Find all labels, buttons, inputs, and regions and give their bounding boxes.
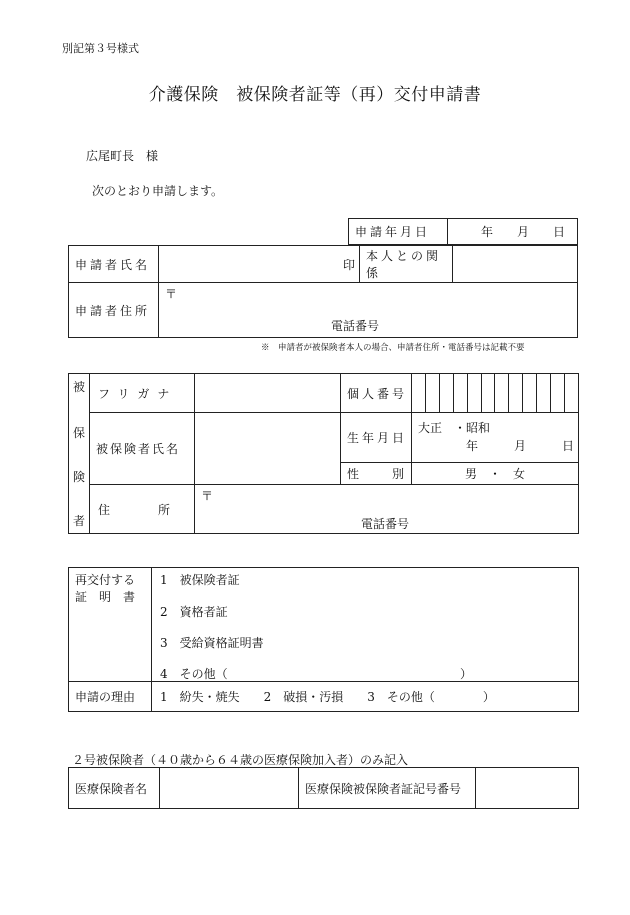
reissue-options	[152, 568, 579, 682]
applicant-name-field[interactable]	[159, 246, 360, 283]
relation-field[interactable]	[453, 246, 578, 283]
secondary-heading: ２号被保険者（４０歳から６４歳の医療保険加入者）のみ記入	[72, 753, 409, 767]
relation-label: 本人との関係	[360, 246, 453, 283]
individual-number-digit[interactable]	[551, 374, 565, 412]
sex-field[interactable]: 男 ・ 女	[412, 463, 579, 485]
individual-number-label: 個人番号	[341, 374, 412, 413]
option-qualification-card[interactable]: 2 資格者証	[160, 605, 228, 619]
option-other-close: ）	[460, 667, 473, 681]
applicant-name-label: 申請者氏名	[69, 246, 159, 283]
furigana-field[interactable]	[195, 374, 341, 413]
page-title: 介護保険 被保険者証等（再）交付申請書	[148, 85, 482, 105]
era-options: 大正 ・昭和	[418, 421, 491, 435]
form-number: 別記第３号様式	[62, 42, 139, 55]
individual-number-digit[interactable]	[495, 374, 509, 412]
individual-number-digit[interactable]	[467, 374, 481, 412]
addressee: 広尾町長 様	[86, 149, 159, 163]
application-date-table	[348, 218, 578, 245]
individual-number-digit[interactable]	[412, 374, 425, 412]
application-date-label: 申請年月日	[349, 219, 448, 245]
insured-postal-mark: 〒	[201, 489, 214, 503]
individual-number-digit[interactable]	[509, 374, 523, 412]
furigana-label: フリガナ	[90, 374, 195, 413]
insured-name-label: 被保険者氏名	[90, 413, 195, 485]
individual-number-digit[interactable]	[523, 374, 537, 412]
applicant-note: ※ 申請者が被保険者本人の場合、申請者住所・電話番号は記載不要	[261, 343, 525, 353]
insurance-number-label: 医療保険被保険者証記号番号	[299, 768, 476, 809]
insured-table	[68, 373, 579, 534]
insured-address-label: 住 所	[90, 485, 195, 534]
sex-label: 性 別	[341, 463, 412, 485]
birth-date-label: 生年月日	[341, 413, 412, 463]
individual-number-field[interactable]	[412, 374, 579, 413]
insured-name-field[interactable]	[195, 413, 341, 485]
applicant-address-label: 申請者住所	[69, 283, 159, 338]
insured-phone-label: 電話番号	[361, 517, 410, 531]
reason-options[interactable]: 1 紛失・焼失 2 破損・汚損 3 その他（ ）	[152, 682, 579, 712]
insured-side-label: 被 保 険 者	[69, 374, 90, 534]
seal-mark: 印	[342, 257, 355, 272]
individual-number-digit[interactable]	[425, 374, 439, 412]
reason-label: 申請の理由	[69, 682, 152, 712]
postal-mark: 〒	[165, 287, 178, 301]
option-other[interactable]: 4 その他（	[160, 667, 228, 681]
insurer-name-field[interactable]	[160, 768, 299, 809]
individual-number-digit[interactable]	[453, 374, 467, 412]
individual-number-digit[interactable]	[564, 374, 578, 412]
individual-number-digit[interactable]	[481, 374, 495, 412]
option-insured-card[interactable]: 1 被保険者証	[160, 573, 240, 587]
individual-number-digit[interactable]	[439, 374, 453, 412]
insurer-name-label: 医療保険者名	[69, 768, 160, 809]
individual-number-digit[interactable]	[537, 374, 551, 412]
secondary-table	[68, 767, 579, 809]
phone-label: 電話番号	[331, 319, 380, 333]
reissue-label: 再交付する 証 明 書	[69, 568, 152, 682]
application-date-field[interactable]: 年 月 日	[448, 219, 578, 245]
applicant-table	[68, 245, 578, 338]
birth-date-value: 年 月 日	[466, 439, 575, 453]
intro-text: 次のとおり申請します。	[92, 184, 224, 198]
option-eligibility-certificate[interactable]: 3 受給資格証明書	[160, 636, 264, 650]
insured-address-field[interactable]	[195, 485, 579, 534]
applicant-address-field[interactable]	[159, 283, 578, 338]
insurance-number-field[interactable]	[476, 768, 579, 809]
reissue-table	[68, 567, 579, 712]
birth-date-field[interactable]	[412, 413, 579, 463]
